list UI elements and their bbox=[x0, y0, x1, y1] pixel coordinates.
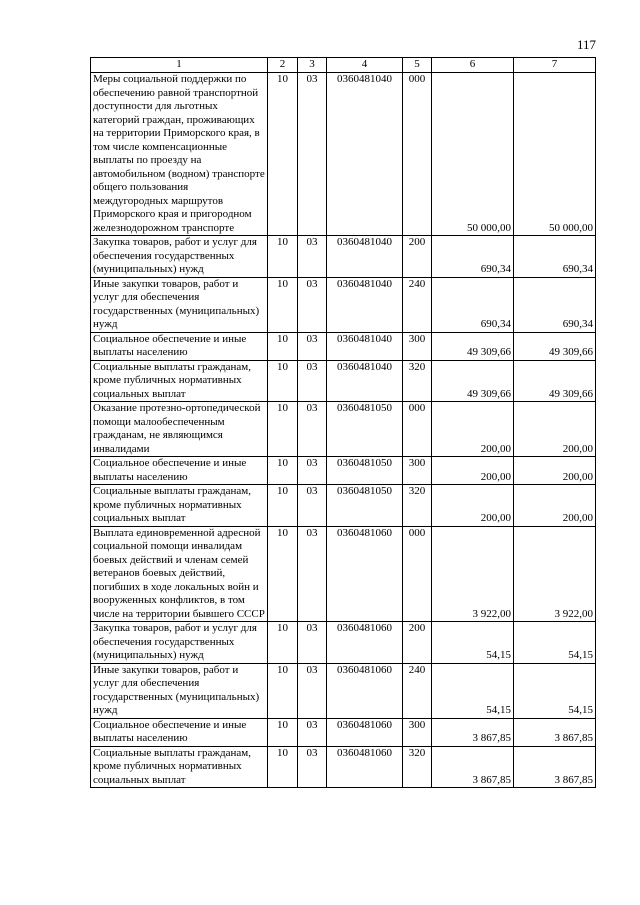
table-row bbox=[91, 236, 596, 278]
section-code-cell: 10 bbox=[268, 622, 298, 664]
expense-name-cell: Закупка товаров, работ и услуг для обеспечения государственных (муниципальных) нужд bbox=[91, 236, 268, 278]
header-cell: 1 bbox=[91, 58, 268, 73]
section-code-cell: 10 bbox=[268, 402, 298, 457]
page-number: 117 bbox=[576, 37, 596, 52]
amount-cell: 3 867,85 bbox=[432, 746, 514, 788]
amount-cell: 200,00 bbox=[514, 402, 596, 457]
amount-cell: 49 309,66 bbox=[432, 332, 514, 360]
expense-type-cell: 200 bbox=[403, 622, 432, 664]
subsection-code-cell: 03 bbox=[298, 332, 327, 360]
target-article-cell: 0360481060 bbox=[327, 622, 403, 664]
expense-name-cell: Закупка товаров, работ и услуг для обеспечения государственных (муниципальных) нужд bbox=[91, 622, 268, 664]
expense-name-cell: Социальные выплаты гражданам, кроме публичных нормативных социальных выплат bbox=[91, 485, 268, 527]
header-cell: 6 bbox=[432, 58, 514, 73]
header-cell: 2 bbox=[268, 58, 298, 73]
amount-cell: 49 309,66 bbox=[514, 332, 596, 360]
table-row bbox=[91, 746, 596, 788]
target-article-cell: 0360481040 bbox=[327, 73, 403, 236]
section-code-cell: 10 bbox=[268, 332, 298, 360]
amount-cell: 50 000,00 bbox=[514, 73, 596, 236]
section-code-cell: 10 bbox=[268, 277, 298, 332]
amount-cell: 54,15 bbox=[432, 622, 514, 664]
expense-name-cell: Иные закупки товаров, работ и услуг для обеспечения государственных (муниципальных) нужд bbox=[91, 663, 268, 718]
target-article-cell: 0360481040 bbox=[327, 277, 403, 332]
amount-cell: 54,15 bbox=[514, 622, 596, 664]
amount-cell: 690,34 bbox=[432, 277, 514, 332]
target-article-cell: 0360481050 bbox=[327, 402, 403, 457]
header-cell: 7 bbox=[514, 58, 596, 73]
target-article-cell: 0360481060 bbox=[327, 526, 403, 622]
amount-cell: 54,15 bbox=[514, 663, 596, 718]
table-row bbox=[91, 663, 596, 718]
subsection-code-cell: 03 bbox=[298, 746, 327, 788]
section-code-cell: 10 bbox=[268, 746, 298, 788]
expense-type-cell: 000 bbox=[403, 402, 432, 457]
amount-cell: 200,00 bbox=[432, 457, 514, 485]
expense-type-cell: 000 bbox=[403, 73, 432, 236]
table-row bbox=[91, 332, 596, 360]
table-row bbox=[91, 73, 596, 236]
header-cell: 3 bbox=[298, 58, 327, 73]
amount-cell: 690,34 bbox=[514, 236, 596, 278]
expense-type-cell: 300 bbox=[403, 332, 432, 360]
table-row bbox=[91, 457, 596, 485]
table-row bbox=[91, 402, 596, 457]
amount-cell: 200,00 bbox=[514, 485, 596, 527]
section-code-cell: 10 bbox=[268, 73, 298, 236]
header-row bbox=[91, 58, 596, 73]
subsection-code-cell: 03 bbox=[298, 718, 327, 746]
section-code-cell: 10 bbox=[268, 360, 298, 402]
expense-name-cell: Выплата единовременной адресной социальной помощи инвалидам боевых действий и членам семей ветеранов боевых действий, погибших в ходе локальных войн и вооруженных конфликтов, в том числе на территории бывшего СССР bbox=[91, 526, 268, 622]
section-code-cell: 10 bbox=[268, 457, 298, 485]
target-article-cell: 0360481060 bbox=[327, 718, 403, 746]
section-code-cell: 10 bbox=[268, 236, 298, 278]
amount-cell: 3 922,00 bbox=[514, 526, 596, 622]
expense-name-cell: Социальное обеспечение и иные выплаты населению bbox=[91, 457, 268, 485]
amount-cell: 54,15 bbox=[432, 663, 514, 718]
amount-cell: 690,34 bbox=[432, 236, 514, 278]
subsection-code-cell: 03 bbox=[298, 622, 327, 664]
expense-name-cell: Социальное обеспечение и иные выплаты населению bbox=[91, 718, 268, 746]
subsection-code-cell: 03 bbox=[298, 663, 327, 718]
expense-name-cell: Иные закупки товаров, работ и услуг для обеспечения государственных (муниципальных) нужд bbox=[91, 277, 268, 332]
expense-type-cell: 000 bbox=[403, 526, 432, 622]
amount-cell: 200,00 bbox=[432, 485, 514, 527]
target-article-cell: 0360481060 bbox=[327, 663, 403, 718]
subsection-code-cell: 03 bbox=[298, 277, 327, 332]
expense-type-cell: 320 bbox=[403, 485, 432, 527]
expense-name-cell: Оказание протезно-ортопедической помощи малообеспеченным гражданам, не являющимся инвалидами bbox=[91, 402, 268, 457]
expense-name-cell: Социальное обеспечение и иные выплаты населению bbox=[91, 332, 268, 360]
expense-type-cell: 240 bbox=[403, 663, 432, 718]
section-code-cell: 10 bbox=[268, 718, 298, 746]
budget-table bbox=[90, 57, 596, 788]
expense-type-cell: 320 bbox=[403, 746, 432, 788]
amount-cell: 200,00 bbox=[432, 402, 514, 457]
amount-cell: 3 867,85 bbox=[514, 718, 596, 746]
amount-cell: 3 867,85 bbox=[514, 746, 596, 788]
amount-cell: 50 000,00 bbox=[432, 73, 514, 236]
target-article-cell: 0360481050 bbox=[327, 457, 403, 485]
table-row bbox=[91, 485, 596, 527]
table-row bbox=[91, 277, 596, 332]
subsection-code-cell: 03 bbox=[298, 360, 327, 402]
table-row bbox=[91, 718, 596, 746]
subsection-code-cell: 03 bbox=[298, 73, 327, 236]
table-row bbox=[91, 360, 596, 402]
amount-cell: 690,34 bbox=[514, 277, 596, 332]
expense-name-cell: Меры социальной поддержки по обеспечению равной транспортной доступности для льготных категорий граждан, проживающих на территории Приморского края, в том числе компенсационные выплаты по проезду на автомобильном (водном) транспорте общего пользования междугородных маршрутов Приморского края и пригородном железнодорожном транспорте bbox=[91, 73, 268, 236]
subsection-code-cell: 03 bbox=[298, 402, 327, 457]
target-article-cell: 0360481040 bbox=[327, 236, 403, 278]
amount-cell: 3 867,85 bbox=[432, 718, 514, 746]
amount-cell: 3 922,00 bbox=[432, 526, 514, 622]
expense-type-cell: 200 bbox=[403, 236, 432, 278]
expense-type-cell: 320 bbox=[403, 360, 432, 402]
expense-name-cell: Социальные выплаты гражданам, кроме публичных нормативных социальных выплат bbox=[91, 746, 268, 788]
table-row bbox=[91, 526, 596, 622]
subsection-code-cell: 03 bbox=[298, 457, 327, 485]
subsection-code-cell: 03 bbox=[298, 236, 327, 278]
target-article-cell: 0360481040 bbox=[327, 332, 403, 360]
section-code-cell: 10 bbox=[268, 663, 298, 718]
expense-type-cell: 300 bbox=[403, 457, 432, 485]
amount-cell: 49 309,66 bbox=[432, 360, 514, 402]
subsection-code-cell: 03 bbox=[298, 485, 327, 527]
header-cell: 5 bbox=[403, 58, 432, 73]
amount-cell: 200,00 bbox=[514, 457, 596, 485]
subsection-code-cell: 03 bbox=[298, 526, 327, 622]
header-cell: 4 bbox=[327, 58, 403, 73]
section-code-cell: 10 bbox=[268, 526, 298, 622]
expense-name-cell: Социальные выплаты гражданам, кроме публичных нормативных социальных выплат bbox=[91, 360, 268, 402]
target-article-cell: 0360481060 bbox=[327, 746, 403, 788]
expense-type-cell: 240 bbox=[403, 277, 432, 332]
target-article-cell: 0360481050 bbox=[327, 485, 403, 527]
amount-cell: 49 309,66 bbox=[514, 360, 596, 402]
section-code-cell: 10 bbox=[268, 485, 298, 527]
target-article-cell: 0360481040 bbox=[327, 360, 403, 402]
table-row bbox=[91, 622, 596, 664]
expense-type-cell: 300 bbox=[403, 718, 432, 746]
